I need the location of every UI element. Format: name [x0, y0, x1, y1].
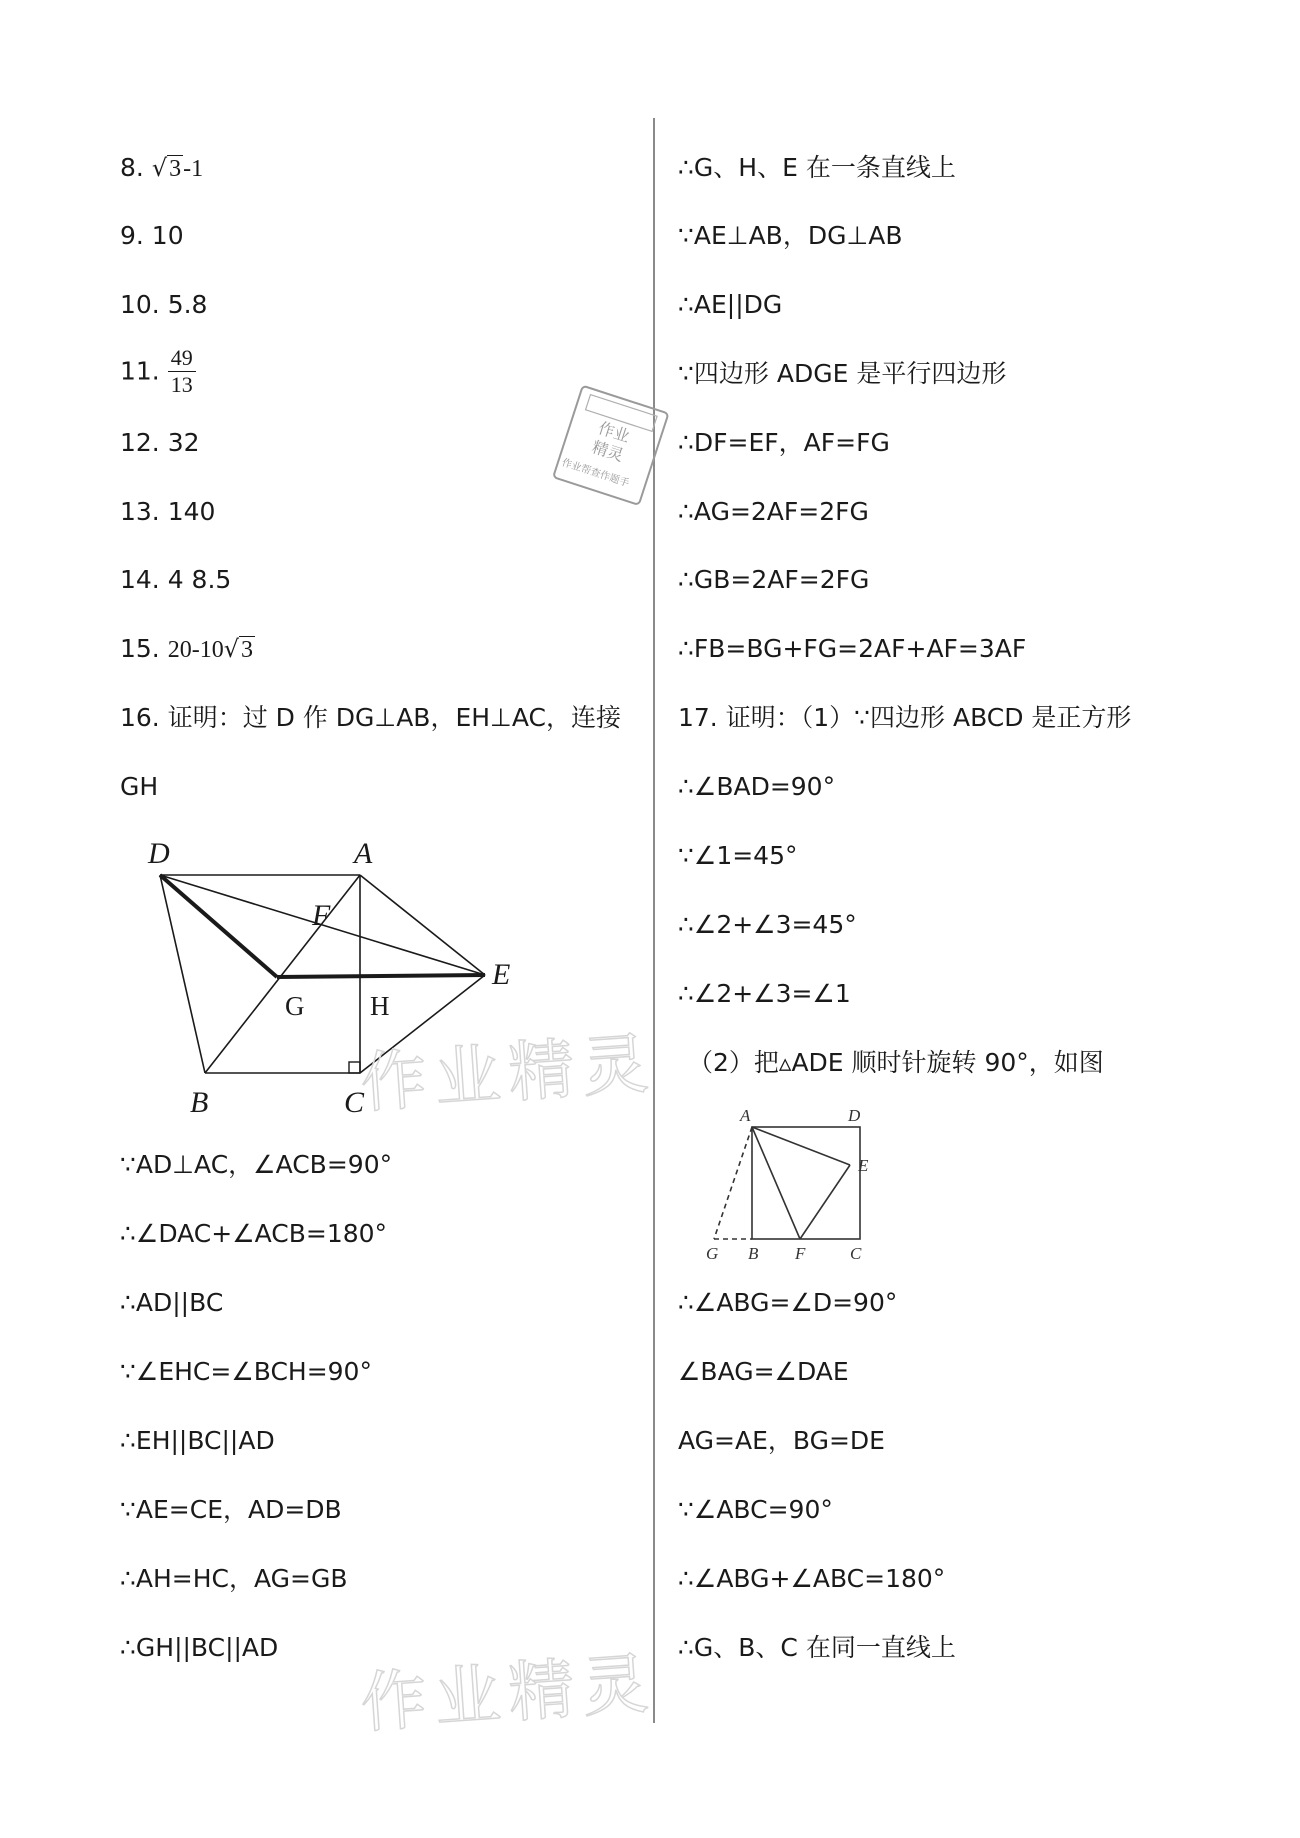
answer-14: 14. 4 8.5: [120, 565, 232, 594]
proof-line: ∴AG=2AF=2FG: [678, 497, 869, 526]
label-E: E: [858, 1156, 869, 1175]
proof-line: ∴∠2+∠3=45°: [678, 910, 857, 939]
label-F: F: [312, 899, 331, 932]
svg-text:作业: 作业: [595, 418, 633, 447]
watermark: 作业精灵: [358, 1644, 659, 1743]
proof-line: ∴G、B、C 在同一直线上: [678, 1633, 956, 1662]
q17-part2-intro: （2）把▵ADE 顺时针旋转 90°，如图: [688, 1048, 1104, 1077]
proof-line: ∵∠ABC=90°: [678, 1495, 833, 1524]
answer-11: 11. $\frac{49}{13}$: [120, 345, 196, 398]
sqrt-3: √3: [223, 635, 254, 663]
label-G: G: [706, 1244, 719, 1263]
answer-8: 8. √3-1: [120, 153, 204, 182]
proof-line: ∵AE⊥AB，DG⊥AB: [678, 221, 903, 250]
label-G: G: [285, 991, 305, 1021]
proof-line: ∴∠BAD=90°: [678, 772, 836, 801]
q16-statement-line1: 16. 证明：过 D 作 DG⊥AB，EH⊥AC，连接: [120, 703, 621, 732]
proof-line: ∵∠1=45°: [678, 841, 798, 870]
sqrt-3: √3: [151, 154, 182, 182]
proof-line: ∴G、H、E 在一条直线上: [678, 153, 956, 182]
proof-line: AG=AE，BG=DE: [678, 1426, 885, 1455]
label-D: D: [848, 1106, 861, 1125]
proof-line: ∴EH||BC||AD: [120, 1426, 275, 1455]
label-F: F: [795, 1244, 806, 1263]
answer-15: 15. 20-10√3: [120, 634, 254, 663]
label-D: D: [148, 837, 170, 870]
watermark: 作业精灵: [358, 1024, 659, 1123]
proof-line: ∵AD⊥AC，∠ACB=90°: [120, 1150, 393, 1179]
label-H: H: [370, 991, 390, 1021]
label-E: E: [492, 958, 511, 991]
label-B: B: [748, 1244, 759, 1263]
watermark-stamp: [548, 380, 678, 510]
q16-statement-line2: GH: [120, 772, 159, 801]
proof-line: ∵∠EHC=∠BCH=90°: [120, 1357, 372, 1386]
svg-text:精灵: 精灵: [589, 437, 626, 466]
proof-line: ∵四边形 ADGE 是平行四边形: [678, 359, 1007, 388]
proof-line: ∴FB=BG+FG=2AF+AF=3AF: [678, 634, 1027, 663]
answer-9: 9. 10: [120, 221, 184, 250]
column-divider: [653, 118, 655, 1723]
proof-line: ∴∠2+∠3=∠1: [678, 979, 851, 1008]
proof-line: ∴AD||BC: [120, 1288, 224, 1317]
svg-text:作业帮查作题手: 作业帮查作题手: [560, 457, 631, 490]
proof-line: ∴∠ABG=∠D=90°: [678, 1288, 898, 1317]
proof-line: ∴∠DAC+∠ACB=180°: [120, 1219, 388, 1248]
proof-line: ∴GH||BC||AD: [120, 1633, 279, 1662]
fraction-49-13: $\frac{49}{13}$: [168, 345, 196, 398]
label-A: A: [740, 1106, 751, 1125]
proof-line: ∠BAG=∠DAE: [678, 1357, 849, 1386]
proof-line: ∴AE||DG: [678, 290, 783, 319]
label-B: B: [190, 1086, 209, 1119]
answer-13: 13. 140: [120, 497, 216, 526]
proof-line: ∴DF=EF，AF=FG: [678, 428, 890, 457]
proof-line: ∴AH=HC，AG=GB: [120, 1564, 348, 1593]
label-C: C: [850, 1244, 862, 1263]
answer-12: 12. 32: [120, 428, 200, 457]
proof-line: ∵AE=CE，AD=DB: [120, 1495, 342, 1524]
label-A: A: [354, 837, 373, 870]
proof-line: ∴GB=2AF=2FG: [678, 565, 870, 594]
proof-line: ∴∠ABG+∠ABC=180°: [678, 1564, 946, 1593]
geometry-figure-2: [700, 1105, 880, 1265]
answer-10: 10. 5.8: [120, 290, 208, 319]
q17-statement: 17. 证明：（1）∵四边形 ABCD 是正方形: [678, 703, 1132, 732]
label-C: C: [344, 1086, 365, 1119]
